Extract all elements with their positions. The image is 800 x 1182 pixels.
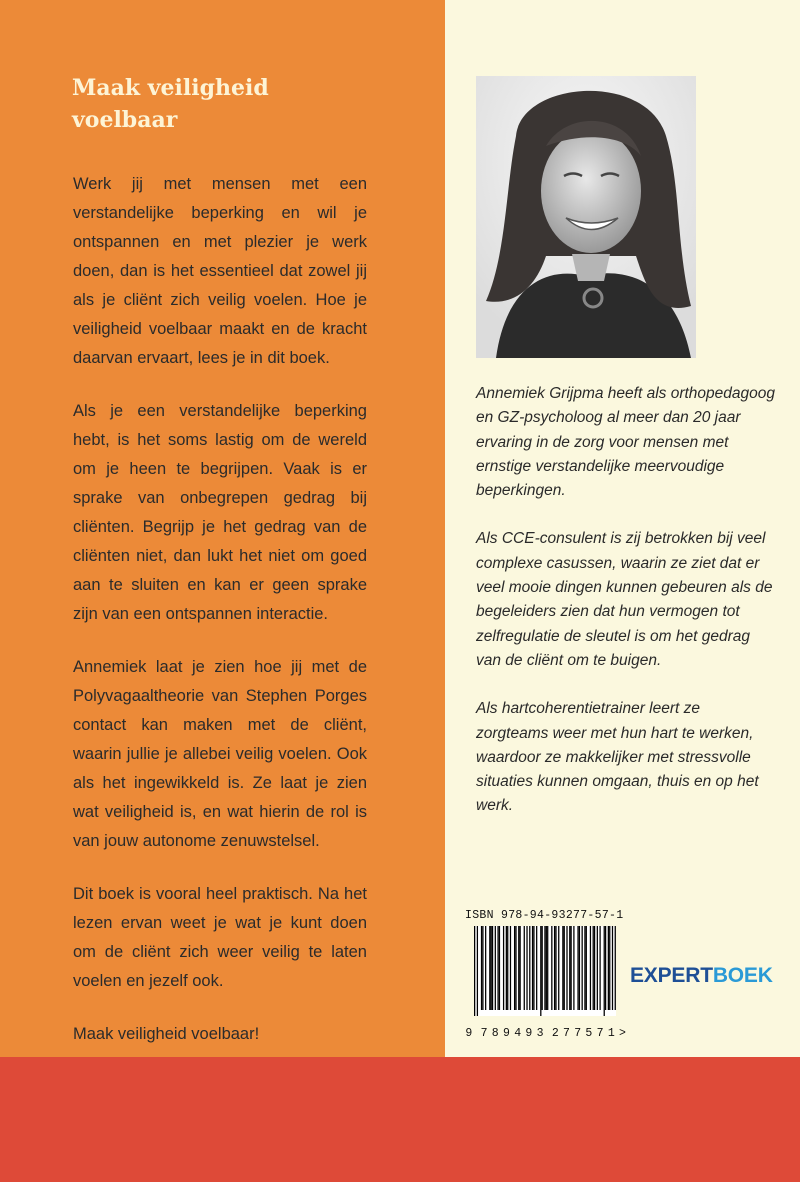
- barcode-bar: [481, 926, 482, 1010]
- blurb-closing: Maak veiligheid voelbaar!: [73, 1025, 260, 1043]
- author-bio: [476, 382, 776, 843]
- barcode-bar: [540, 926, 541, 1016]
- barcode-bar: [544, 926, 545, 1010]
- barcode-bar: [520, 926, 521, 1010]
- barcode-bar: [562, 926, 563, 1010]
- barcode-bar: [507, 926, 508, 1010]
- left-panel: [0, 0, 445, 1057]
- barcode-bar: [612, 926, 613, 1010]
- barcode-bar: [482, 926, 483, 1010]
- barcode-bar: [590, 926, 591, 1010]
- barcode-bar: [605, 926, 606, 1010]
- barcode-digit-group-left: 789493: [480, 1027, 548, 1040]
- barcode-bar: [577, 926, 578, 1010]
- barcode-bar: [573, 926, 574, 1010]
- barcode-bar: [532, 926, 533, 1010]
- publisher-logo-boek: BOEK: [712, 964, 773, 987]
- barcode-bar: [571, 926, 572, 1010]
- barcode-bar: [604, 926, 605, 1016]
- barcode-bar: [506, 926, 507, 1010]
- blurb-paragraph: Als je een verstandelijke beperking hebt, is het soms lastig om de wereld om je heen te begrijpen. Vaak is er sprake van onbegrepen gedrag bij cliënten. Begrijp je het gedrag van de cliënten niet, dan lukt het niet om goed aan te sluiten en kan er geen sprake zijn van een ontspannen interactie.: [73, 402, 367, 623]
- barcode-bar: [533, 926, 534, 1010]
- barcode-bar: [499, 926, 500, 1010]
- barcode-bar: [497, 926, 498, 1010]
- barcode-bar: [495, 926, 496, 1010]
- blurb-text: [73, 170, 367, 1073]
- barcode-bar: [594, 926, 595, 1010]
- barcode-bar: [514, 926, 515, 1010]
- author-photo-image: [476, 76, 696, 358]
- barcode-bar: [489, 926, 490, 1010]
- bottom-band: [0, 1057, 800, 1182]
- barcode-digit-group-right: 277571: [551, 1027, 620, 1040]
- barcode-bar: [477, 926, 478, 1016]
- barcode-bar: [524, 926, 525, 1010]
- bio-paragraph: Annemiek Grijpma heeft als orthopedagoog en GZ-psycholoog al meer dan 20 jaar ervaring in de zorg voor mensen met ernstige verstandelijke meervoudige beperkingen.: [476, 385, 775, 500]
- barcode-bar: [558, 926, 559, 1010]
- barcode-digits: [463, 1027, 626, 1040]
- barcode-bar: [510, 926, 511, 1010]
- barcode-bar: [518, 926, 519, 1010]
- barcode-bar: [564, 926, 565, 1010]
- barcode-bar: [555, 926, 556, 1010]
- barcode-bar: [608, 926, 609, 1010]
- barcode-bar: [566, 926, 567, 1010]
- barcode-bar: [593, 926, 594, 1010]
- bio-paragraph: Als CCE-consulent is zij betrokken bij veel complexe casussen, waarin ze ziet dat er veel mooie dingen kunnen gebeuren als de begeleiders zien dat hun vermogen tot zelfregulatie de sleutel is om het gedrag van de cliënt om te buigen.: [476, 530, 773, 669]
- isbn-label: ISBN 978-94-93277-57-1: [465, 909, 624, 922]
- barcode-bar: [609, 926, 610, 1010]
- barcode-bar: [579, 926, 580, 1010]
- barcode-bar: [599, 926, 600, 1010]
- barcode-bar: [551, 926, 552, 1010]
- blurb-paragraph: Annemiek laat je zien hoe jij met de Polyvagaaltheorie van Stephen Porges contact kan maken met de cliënt, waarin jullie je allebei veilig voelen. Ook als het ingewikkeld is. Ze laat je zien wat veiligheid is, en wat hierin de rol is van jouw autonome zenuwstelsel.: [73, 658, 367, 850]
- isbn-barcode: [474, 926, 616, 1016]
- barcode-bar: [474, 926, 475, 1016]
- blurb-paragraph: Werk jij met mensen met een verstandelijke beperking en wil je ontspannen en met plezier je werk doen, dan is het essentieel dat zowel jij als je cliënt zich veilig voelen. Hoe je veiligheid voelbaar maakt en de kracht daarvan ervaart, lees je in dit boek.: [73, 175, 367, 367]
- barcode-bar: [515, 926, 516, 1010]
- bio-paragraph: Als hartcoherentietrainer leert ze zorgteams weer met hun hart te werken, waardoor ze makkelijker met stressvolle situaties kunnen omgaan, thuis en op het werk.: [476, 700, 759, 815]
- publisher-logo: [630, 960, 780, 992]
- barcode-bar: [542, 926, 543, 1010]
- barcode-bar: [485, 926, 486, 1010]
- barcode-bar: [554, 926, 555, 1010]
- back-cover-title: [72, 72, 412, 136]
- barcode-bar: [547, 926, 548, 1010]
- barcode-quiet-zone-marker: >: [619, 1027, 626, 1040]
- barcode-bar: [536, 926, 537, 1010]
- barcode-bar: [526, 926, 527, 1010]
- barcode-bar: [584, 926, 585, 1010]
- barcode-bar: [491, 926, 492, 1010]
- barcode-bar: [492, 926, 493, 1010]
- barcode-bar: [529, 926, 530, 1010]
- barcode-bar: [615, 926, 616, 1010]
- barcode-lead-digit: 9: [465, 1027, 473, 1040]
- barcode-bar: [569, 926, 570, 1010]
- barcode-bar: [597, 926, 598, 1010]
- title-line: Maak veiligheid: [72, 75, 269, 101]
- title-line: voelbaar: [72, 107, 178, 133]
- barcode-bar: [503, 926, 504, 1010]
- publisher-logo-expert: EXPERT: [630, 964, 713, 987]
- barcode-bar: [586, 926, 587, 1010]
- barcode-bar: [582, 926, 583, 1010]
- author-photo: [476, 76, 696, 358]
- barcode-bar: [546, 926, 547, 1010]
- blurb-paragraph: Dit boek is vooral heel praktisch. Na het lezen ervan weet je wat je kunt doen om de cliënt zich weer veilig te laten voelen en jezelf ook.: [73, 885, 367, 990]
